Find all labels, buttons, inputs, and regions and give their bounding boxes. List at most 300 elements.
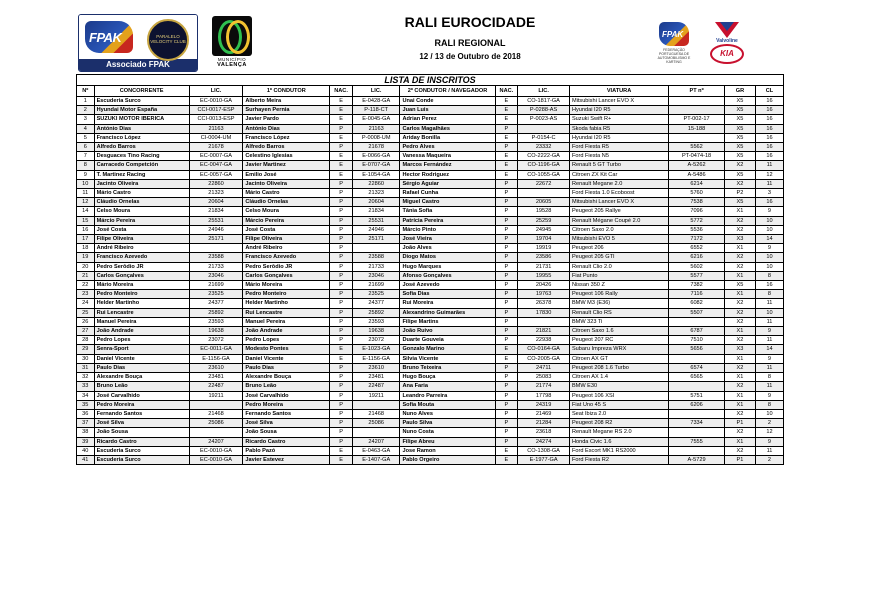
cell-entrant-licence: EC-0010-GA (189, 455, 243, 464)
cell-entrant: Mário Castro (94, 189, 189, 198)
cell-class: 3 (755, 189, 783, 198)
cell-number: 26 (77, 317, 95, 326)
cell-class: 11 (755, 179, 783, 188)
cell-car: Citroen ZX Kit Car (569, 170, 668, 179)
cell-codriver: Ariday Bonilla (400, 133, 495, 142)
cell-driver-licence: E-1407-GA (352, 455, 400, 464)
cell-car: Hyundai I20 R5 (569, 106, 668, 115)
cell-driver-licence: 20604 (352, 198, 400, 207)
cell-car: Ford Fiesta 1.0 Ecoboost (569, 189, 668, 198)
cell-group: X2 (724, 363, 755, 372)
cell-driver-licence (352, 400, 400, 409)
cell-number: 36 (77, 409, 95, 418)
cell-codriver-licence: CO-1308-GA (518, 446, 570, 455)
cell-class: 11 (755, 161, 783, 170)
cell-codriver: Adrian Perez (400, 115, 495, 124)
cell-number: 7 (77, 152, 95, 161)
cell-codriver: Jose Ramon (400, 446, 495, 455)
cell-driver-licence: 21699 (352, 281, 400, 290)
table-row (77, 143, 784, 152)
cell-driver: Pedro Moreira (243, 400, 330, 409)
cell-entrant: Jacinto Oliveira (94, 179, 189, 188)
cell-number: 23 (77, 290, 95, 299)
cell-pt-number (669, 428, 725, 437)
cell-class: 8 (755, 373, 783, 382)
cell-group: P1 (724, 455, 755, 464)
cell-driver: Alexandre Bouça (243, 373, 330, 382)
cell-driver-nationality: P (330, 327, 353, 336)
cell-driver-licence: E-0066-GA (352, 152, 400, 161)
cell-driver-nationality: E (330, 152, 353, 161)
cell-codriver: Alexandrino Guimarães (400, 308, 495, 317)
cell-driver: Mário Castro (243, 189, 330, 198)
cell-class: 11 (755, 382, 783, 391)
cell-codriver-licence (518, 317, 570, 326)
cell-class: 16 (755, 143, 783, 152)
cell-number: 5 (77, 133, 95, 142)
table-row (77, 354, 784, 363)
cell-codriver: Unai Conde (400, 97, 495, 106)
cell-entrant: Filipe Oliveira (94, 235, 189, 244)
cell-codriver-licence: CO-1055-GA (518, 170, 570, 179)
cell-class: 11 (755, 363, 783, 372)
cell-driver-nationality: P (330, 225, 353, 234)
cell-codriver-licence (518, 189, 570, 198)
cell-codriver-licence: 21821 (518, 327, 570, 336)
column-header-entrant-licence: LIC. (189, 86, 243, 97)
cell-entrant-licence: 23593 (189, 317, 243, 326)
cell-number: 39 (77, 437, 95, 446)
cell-codriver: Ana Faria (400, 382, 495, 391)
entry-list-table (76, 74, 784, 465)
cell-pt-number: 5772 (669, 216, 725, 225)
cell-driver-licence: E-0463-GA (352, 446, 400, 455)
cell-class: 10 (755, 225, 783, 234)
cell-car: Peugeot 208 1.6 Turbo (569, 363, 668, 372)
cell-class: 11 (755, 317, 783, 326)
cell-number: 16 (77, 225, 95, 234)
cell-driver-nationality: P (330, 428, 353, 437)
cell-codriver-nationality: E (495, 170, 518, 179)
cell-codriver-nationality: P (495, 373, 518, 382)
cell-driver-licence: 21678 (352, 143, 400, 152)
cell-group: X1 (724, 373, 755, 382)
cell-number: 12 (77, 198, 95, 207)
cell-codriver-licence: 17830 (518, 308, 570, 317)
cell-codriver-licence: 19763 (518, 290, 570, 299)
cell-codriver-licence: CO-1817-GA (518, 97, 570, 106)
cell-group: X5 (724, 281, 755, 290)
cell-codriver-nationality: E (495, 345, 518, 354)
cell-codriver-nationality: P (495, 317, 518, 326)
cell-entrant-licence: 24946 (189, 225, 243, 234)
table-row (77, 327, 784, 336)
cell-pt-number: 6206 (669, 400, 725, 409)
cell-driver: Filipe Oliveira (243, 235, 330, 244)
cell-car: Mitsubishi Lancer EVO X (569, 198, 668, 207)
cell-driver: Daniel Vicente (243, 354, 330, 363)
cell-codriver: Márcio Pinto (400, 225, 495, 234)
cell-codriver-nationality: P (495, 244, 518, 253)
cell-entrant-licence: 24207 (189, 437, 243, 446)
column-header-class: CL (755, 86, 783, 97)
cell-group: X2 (724, 216, 755, 225)
cell-codriver-nationality: P (495, 189, 518, 198)
cell-codriver-nationality: P (495, 271, 518, 280)
valvoline-v-icon (715, 22, 739, 38)
cell-pt-number (669, 317, 725, 326)
cell-pt-number: 5562 (669, 143, 725, 152)
cell-codriver-licence: 22938 (518, 336, 570, 345)
cell-codriver: João Alves (400, 244, 495, 253)
table-row (77, 133, 784, 142)
cell-car: Renault Clio RS (569, 308, 668, 317)
cell-driver: Bruno Leão (243, 382, 330, 391)
cell-codriver: João Ruivo (400, 327, 495, 336)
cell-number: 30 (77, 354, 95, 363)
cell-number: 40 (77, 446, 95, 455)
cell-codriver-nationality: E (495, 455, 518, 464)
cell-driver-licence: 25892 (352, 308, 400, 317)
cell-car: Fiat Uno 45 S (569, 400, 668, 409)
cell-pt-number (669, 446, 725, 455)
cell-codriver-nationality: P (495, 207, 518, 216)
cell-driver-licence: 23588 (352, 253, 400, 262)
cell-number: 10 (77, 179, 95, 188)
cell-driver-nationality: E (330, 133, 353, 142)
cell-driver-licence: E-1156-GA (352, 354, 400, 363)
column-header-number: Nº (77, 86, 95, 97)
cell-group: X2 (724, 161, 755, 170)
table-row (77, 97, 784, 106)
cell-codriver: Carlos Magalhães (400, 124, 495, 133)
cell-codriver: Marcos Fernández (400, 161, 495, 170)
cell-pt-number: 7096 (669, 207, 725, 216)
cell-number: 33 (77, 382, 95, 391)
cell-driver: Celestino Iglesias (243, 152, 330, 161)
cell-driver-licence: 24377 (352, 299, 400, 308)
cell-entrant: Alfredo Barros (94, 143, 189, 152)
cell-driver: Helder Martinho (243, 299, 330, 308)
cell-codriver: Vanessa Maqueira (400, 152, 495, 161)
cell-codriver-nationality: P (495, 143, 518, 152)
cell-codriver-licence: 19528 (518, 207, 570, 216)
cell-codriver-licence: 20426 (518, 281, 570, 290)
cell-entrant: Senra-Sport (94, 345, 189, 354)
cell-codriver-licence: CO-0164-GA (518, 345, 570, 354)
cell-pt-number (669, 409, 725, 418)
cell-entrant: José Costa (94, 225, 189, 234)
cell-class: 10 (755, 308, 783, 317)
cell-group: X1 (724, 271, 755, 280)
cell-pt-number: 5656 (669, 345, 725, 354)
cell-car: Peugeot 208 R2 (569, 419, 668, 428)
cell-driver-licence: 22860 (352, 179, 400, 188)
table-row (77, 235, 784, 244)
cell-pt-number: 5760 (669, 189, 725, 198)
table-row (77, 207, 784, 216)
cell-number: 29 (77, 345, 95, 354)
cell-group: X5 (724, 106, 755, 115)
cell-codriver-nationality: P (495, 409, 518, 418)
cell-entrant: André Ribeiro (94, 244, 189, 253)
cell-codriver: Hugo Bouça (400, 373, 495, 382)
cell-car: Citroen Saxo 1.6 (569, 327, 668, 336)
cell-entrant-licence: 25171 (189, 235, 243, 244)
cell-entrant-licence: 23588 (189, 253, 243, 262)
cell-entrant: Carracedo Competción (94, 161, 189, 170)
kia-logo: KIA (710, 44, 744, 64)
valvoline-text: Valvoline (716, 38, 738, 44)
cell-entrant: Francisco Azevedo (94, 253, 189, 262)
table-row (77, 317, 784, 326)
cell-entrant-licence: 23046 (189, 271, 243, 280)
cell-class: 12 (755, 428, 783, 437)
cell-group: P1 (724, 419, 755, 428)
cell-group: X3 (724, 345, 755, 354)
column-header-driver: 1º CONDUTOR (243, 86, 330, 97)
cell-codriver: Sofia Dias (400, 290, 495, 299)
cell-driver: Alberto Meira (243, 97, 330, 106)
cell-class: 14 (755, 345, 783, 354)
cell-codriver-nationality: P (495, 262, 518, 271)
cell-driver-nationality: P (330, 437, 353, 446)
cell-pt-number: 5577 (669, 271, 725, 280)
table-row (77, 428, 784, 437)
cell-entrant-licence: 21163 (189, 124, 243, 133)
table-row (77, 115, 784, 124)
cell-group: X1 (724, 400, 755, 409)
table-row (77, 225, 784, 234)
cell-driver: José Silva (243, 419, 330, 428)
cell-codriver-nationality: P (495, 400, 518, 409)
cell-car: Ford Fiesta R5 (569, 143, 668, 152)
cell-class: 16 (755, 281, 783, 290)
cell-number: 9 (77, 170, 95, 179)
cell-codriver-licence: 19955 (518, 271, 570, 280)
cell-pt-number: PT-0474-18 (669, 152, 725, 161)
cell-group: X2 (724, 179, 755, 188)
cell-number: 11 (77, 189, 95, 198)
cell-driver: Javier Martinez (243, 161, 330, 170)
cell-driver-nationality: P (330, 363, 353, 372)
cell-class: 16 (755, 198, 783, 207)
cell-driver-nationality: E (330, 354, 353, 363)
cell-codriver-nationality: E (495, 152, 518, 161)
cell-driver-licence: 23072 (352, 336, 400, 345)
valenca-sub: MUNICÍPIO (217, 57, 247, 62)
cell-driver-nationality: P (330, 189, 353, 198)
cell-driver-nationality: E (330, 106, 353, 115)
cell-entrant: Escuderia Surco (94, 446, 189, 455)
cell-car: Peugeot 205 GTI (569, 253, 668, 262)
cell-entrant-licence: 25892 (189, 308, 243, 317)
cell-driver: Francisco Azevedo (243, 253, 330, 262)
cell-driver: Alfredo Barros (243, 143, 330, 152)
cell-class: 8 (755, 290, 783, 299)
cell-number: 22 (77, 281, 95, 290)
cell-codriver-nationality: P (495, 391, 518, 400)
cell-pt-number: 6552 (669, 244, 725, 253)
cell-driver-nationality: P (330, 124, 353, 133)
cell-driver: Javier Estevez (243, 455, 330, 464)
cell-entrant: Fernando Santos (94, 409, 189, 418)
cell-number: 34 (77, 391, 95, 400)
cell-driver-nationality: P (330, 317, 353, 326)
event-dates: 12 / 13 de Outubro de 2018 (419, 52, 521, 61)
cell-codriver-licence: 23332 (518, 143, 570, 152)
cell-pt-number: A-5486 (669, 170, 725, 179)
cell-class: 12 (755, 170, 783, 179)
cell-codriver-licence (518, 124, 570, 133)
cell-class: 16 (755, 106, 783, 115)
cell-driver-licence: 19638 (352, 327, 400, 336)
cell-pt-number: 5507 (669, 308, 725, 317)
cell-group: X5 (724, 124, 755, 133)
cell-pt-number: 7116 (669, 290, 725, 299)
cell-entrant: Paulo Dias (94, 363, 189, 372)
cell-entrant-licence: EC-0010-GA (189, 97, 243, 106)
fpak-emblem-icon (659, 22, 689, 46)
cell-car: Citroen AX 1.4 (569, 373, 668, 382)
cell-number: 1 (77, 97, 95, 106)
cell-codriver-nationality: P (495, 216, 518, 225)
cell-group: X2 (724, 382, 755, 391)
cell-codriver: Diogo Matos (400, 253, 495, 262)
cell-entrant: Pedro Lopes (94, 336, 189, 345)
cell-driver: António Dias (243, 124, 330, 133)
cell-codriver-nationality: P (495, 428, 518, 437)
cell-driver-licence: E-0045-GA (352, 115, 400, 124)
table-row (77, 216, 784, 225)
cell-entrant-licence: 24377 (189, 299, 243, 308)
cell-driver: Rui Lencastre (243, 308, 330, 317)
cell-car: BMW M3 (E36) (569, 299, 668, 308)
cell-entrant: Mário Moreira (94, 281, 189, 290)
cell-entrant: T. Martinez Racing (94, 170, 189, 179)
cell-driver-licence: 23481 (352, 373, 400, 382)
cell-entrant: Hyundai Motor España (94, 106, 189, 115)
cell-driver-licence: E-1023-GA (352, 345, 400, 354)
cell-number: 35 (77, 400, 95, 409)
cell-number: 3 (77, 115, 95, 124)
cell-entrant-licence: CCI-0013-ESP (189, 115, 243, 124)
cell-driver: Manuel Pereira (243, 317, 330, 326)
cell-driver-licence: E-0428-GA (352, 97, 400, 106)
cell-car: Ford Fiesta N5 (569, 152, 668, 161)
page-subtitle: RALI REGIONAL (434, 38, 506, 48)
cell-codriver-licence: 22672 (518, 179, 570, 188)
cell-pt-number: A-5262 (669, 161, 725, 170)
cell-driver: João Sousa (243, 428, 330, 437)
cell-entrant-licence: 25531 (189, 216, 243, 225)
cell-car: Renault 5 GT Turbo (569, 161, 668, 170)
cell-pt-number: A-5729 (669, 455, 725, 464)
cell-pt-number: 7555 (669, 437, 725, 446)
cell-driver-nationality: P (330, 216, 353, 225)
cell-driver: João Andrade (243, 327, 330, 336)
cell-codriver: Juan Luis (400, 106, 495, 115)
cell-codriver-nationality: E (495, 354, 518, 363)
cell-driver-licence: E-0707-GA (352, 161, 400, 170)
cell-group: X2 (724, 225, 755, 234)
cell-driver-licence: 25086 (352, 419, 400, 428)
cell-entrant: Pedro Serôdio JR (94, 262, 189, 271)
cell-driver: Cláudio Ornelas (243, 198, 330, 207)
cell-class: 10 (755, 216, 783, 225)
cell-driver-licence: 21468 (352, 409, 400, 418)
cell-codriver-nationality: E (495, 133, 518, 142)
cell-codriver-nationality: P (495, 299, 518, 308)
cell-pt-number: 6214 (669, 179, 725, 188)
cell-car: Citroen AX GT (569, 354, 668, 363)
cell-driver-nationality: E (330, 115, 353, 124)
fpak-associate-band: Associado FPAK (79, 59, 197, 71)
cell-codriver-licence: 26378 (518, 299, 570, 308)
cell-codriver-licence: 19919 (518, 244, 570, 253)
cell-entrant: Manuel Pereira (94, 317, 189, 326)
cell-entrant-licence: 21323 (189, 189, 243, 198)
cell-number: 4 (77, 124, 95, 133)
cell-driver-licence: 23610 (352, 363, 400, 372)
cell-entrant-licence: 23525 (189, 290, 243, 299)
table-row (77, 106, 784, 115)
cell-entrant: João Andrade (94, 327, 189, 336)
table-row (77, 179, 784, 188)
table-row (77, 262, 784, 271)
cell-group: X2 (724, 336, 755, 345)
column-header-codriver: 2º CONDUTOR / NAVEGADOR (400, 86, 495, 97)
table-row (77, 281, 784, 290)
cell-car: Renault Megane 2.0 (569, 179, 668, 188)
cell-driver-nationality: E (330, 345, 353, 354)
cell-codriver: José Vieira (400, 235, 495, 244)
cell-codriver-nationality: P (495, 290, 518, 299)
cell-driver-licence: 23525 (352, 290, 400, 299)
table-row (77, 446, 784, 455)
table-row (77, 308, 784, 317)
cell-entrant: Celso Moura (94, 207, 189, 216)
table-row (77, 244, 784, 253)
cell-driver: Emilio José (243, 170, 330, 179)
cell-number: 2 (77, 106, 95, 115)
cell-group: X5 (724, 97, 755, 106)
cell-driver: José Carvalhido (243, 391, 330, 400)
cell-pt-number: 7510 (669, 336, 725, 345)
cell-class: 14 (755, 235, 783, 244)
cell-driver: José Costa (243, 225, 330, 234)
entry-list-body (77, 97, 784, 465)
table-row (77, 198, 784, 207)
cell-group: X1 (724, 244, 755, 253)
cell-codriver: Gonzalo Marino (400, 345, 495, 354)
table-row (77, 290, 784, 299)
cell-codriver: Pablo Orgeiro (400, 455, 495, 464)
cell-class: 16 (755, 133, 783, 142)
cell-car: Nissan 350 Z (569, 281, 668, 290)
table-row (77, 409, 784, 418)
cell-driver-nationality: P (330, 235, 353, 244)
cell-number: 21 (77, 271, 95, 280)
cell-number: 37 (77, 419, 95, 428)
cell-codriver-nationality: E (495, 106, 518, 115)
cell-codriver-nationality: P (495, 419, 518, 428)
cell-entrant: Pedro Monteiro (94, 290, 189, 299)
cell-number: 15 (77, 216, 95, 225)
seal-text: PARALELO VELOCITY CLUB (150, 34, 186, 44)
cell-driver-nationality: P (330, 382, 353, 391)
cell-car: Peugeot 207 RC (569, 336, 668, 345)
